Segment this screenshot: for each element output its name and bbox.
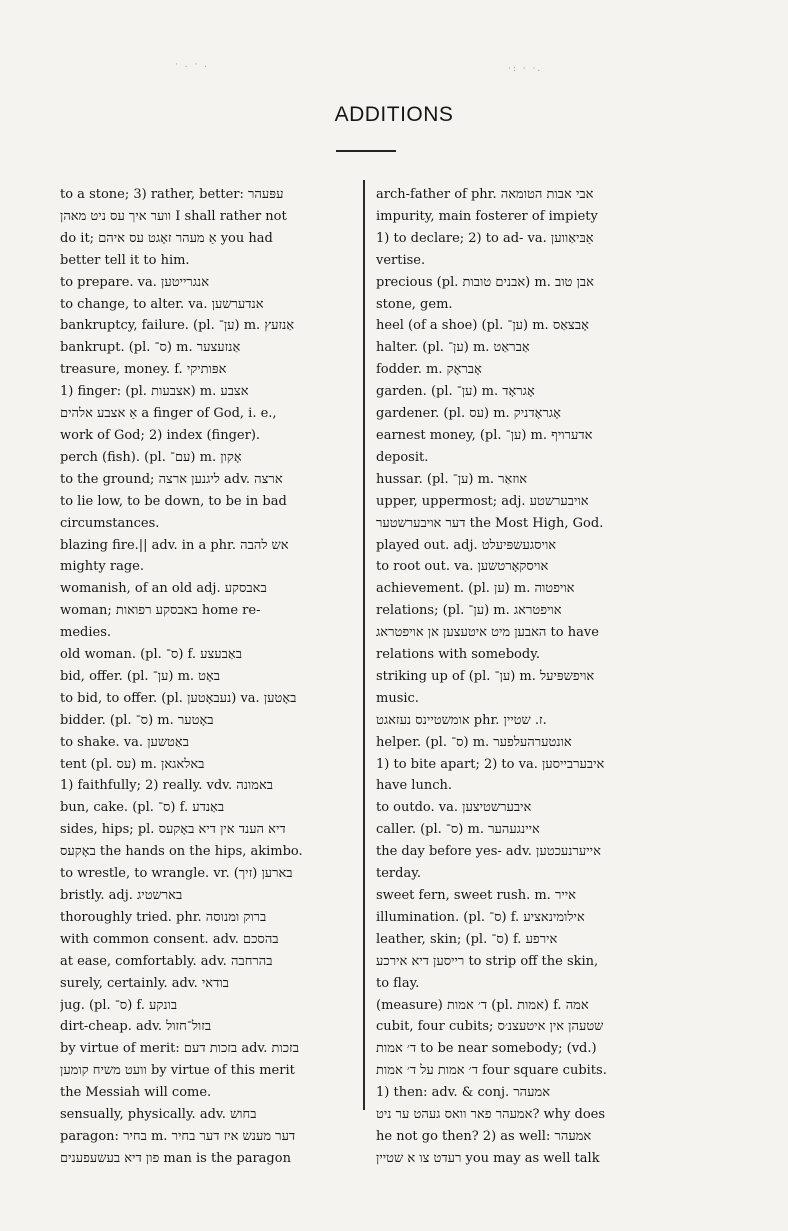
dictionary-line: do it; אַ מעהר זאָגט עס איהם you had xyxy=(60,230,273,246)
dictionary-line: leather, skin; (pl. ס־) f. אירפע xyxy=(376,931,558,947)
dictionary-line: 1) finger: (pl. אצבעות) m. אצבע xyxy=(60,384,249,400)
dictionary-line: stone, gem. xyxy=(376,296,453,312)
column-divider xyxy=(363,180,365,1110)
dictionary-line: caller. (pl. ס־) m. איינגעהער xyxy=(376,822,540,838)
dictionary-line: to change, to alter. va. אנדערשען xyxy=(60,296,264,312)
dictionary-line: ד׳ אמות על ד׳ אמות four square cubits. xyxy=(376,1063,607,1079)
speck-top-left: · . · . xyxy=(175,60,210,70)
dictionary-line: to flay. xyxy=(376,975,420,991)
dictionary-line: to outdo. va. איבערשטיצען xyxy=(376,800,532,816)
dictionary-line: have lunch. xyxy=(376,778,452,794)
speck-top-right: ·: · ·. xyxy=(508,64,543,74)
dictionary-line: 1) then: adv. & conj. אמעהר xyxy=(376,1085,551,1101)
dictionary-line: gardener. (pl. עס) m. אָגראָדניק xyxy=(376,406,561,422)
dictionary-line: 1) to declare; 2) to ad- va. אַבּיאַווען xyxy=(376,230,594,246)
dictionary-line: relations with somebody. xyxy=(376,647,540,663)
dictionary-line: treasure, money. f. אפּותיקי xyxy=(60,362,227,378)
dictionary-line: ד׳ אמות to be near somebody; (vd.) xyxy=(376,1041,597,1057)
dictionary-line: bid, offer. (pl. ען־) m. באָט xyxy=(60,668,221,684)
dictionary-line: to prepare. va. אנגרייטען xyxy=(60,274,210,290)
dictionary-line: halter. (pl. ען־) m. אַבראַט xyxy=(376,340,530,356)
left-column xyxy=(60,184,347,1170)
dictionary-line: precious (pl. אבנים טובות) m. אבן טוב xyxy=(376,274,594,290)
title-rule xyxy=(336,150,396,152)
dictionary-line: to lie low, to be down, to be in bad xyxy=(60,493,287,509)
dictionary-line: thoroughly tried. phr. ברוק ומנוסה xyxy=(60,909,267,925)
dictionary-line: אמעהר פאר וואס געהט ער ניט? why does xyxy=(376,1107,606,1123)
dictionary-line: surely, certainly. adv. בודאי xyxy=(60,975,229,991)
dictionary-line: terday. xyxy=(376,866,421,882)
dictionary-line: perch (fish). (pl. עם־) m. אָקון xyxy=(60,449,242,465)
dictionary-line: woman; באבסקע רפואות home re- xyxy=(60,603,261,619)
dictionary-line: blazing fire.|| adv. in a phr. אש להבה xyxy=(60,537,289,553)
dictionary-line: work of God; 2) index (finger). xyxy=(60,427,261,443)
dictionary-line: פון דיא בעשעפענים man is the paragon xyxy=(60,1150,291,1166)
dictionary-line: to root out. va. אויסקאָרטשען xyxy=(376,559,549,575)
dictionary-line: 1) faithfully; 2) really. vdv. באמונה xyxy=(60,778,274,794)
dictionary-line: dirt-cheap. adv. בזול־חזול xyxy=(60,1019,212,1035)
dictionary-line: the Messiah will come. xyxy=(60,1085,212,1101)
dictionary-line: the day before yes- adv. אייערנעכטען xyxy=(376,844,601,860)
dictionary-line: played out. adj. אויסגעשפּיעלט xyxy=(376,537,557,553)
dictionary-line: earnest money, (pl. ען־) m. אדערויף xyxy=(376,427,593,443)
dictionary-line: garden. (pl. ען־) m. אָגראָד xyxy=(376,384,535,400)
dictionary-line: achievement. (pl. ען) m. אויפטוה xyxy=(376,581,575,597)
dictionary-line: 1) to bite apart; 2) to va. איבערבייסען xyxy=(376,756,605,772)
dictionary-line: אַ אצבע אלהים a finger of God, i. e., xyxy=(60,406,277,422)
dictionary-line: old woman. (pl. ס־) f. באַבעצע xyxy=(60,647,242,663)
dictionary-line: tent (pl. עס) m. באלאגאן xyxy=(60,756,205,772)
dictionary-line: he not go then? 2) as well: אמעהר xyxy=(376,1128,592,1144)
dictionary-line: דער אויבערשטער the Most High, God. xyxy=(376,515,604,531)
dictionary-line: striking up of (pl. ען־) m. אויפשפּיעל xyxy=(376,668,595,684)
dictionary-line: fodder. m. אָבראָק xyxy=(376,362,482,378)
dictionary-line: with common consent. adv. בהסכם xyxy=(60,931,279,947)
dictionary-line: sensually, physically. adv. בחוש xyxy=(60,1107,257,1123)
dictionary-line: relations; (pl. ען־) m. אויפטראג xyxy=(376,603,562,619)
dictionary-line: bankruptcy, failure. (pl. ען־) m. אַנזעץ xyxy=(60,318,295,334)
dictionary-line: cubit, four cubits; שטעהן אין איטעצנ׳ס xyxy=(376,1019,604,1035)
dictionary-line: to a stone; 3) rather, better: עפּעהר xyxy=(60,187,284,202)
dictionary-line: music. xyxy=(376,690,419,706)
dictionary-line: האבען מיט איטעצען אן אויפטראג to have xyxy=(376,625,599,641)
dictionary-line: mighty rage. xyxy=(60,559,144,575)
dictionary-line: womanish, of an old adj. באבסקע xyxy=(60,581,267,597)
dictionary-line: bristly. adj. בארשטיג xyxy=(60,888,183,903)
dictionary-line: bankrupt. (pl. ס־) m. אַנזעצער xyxy=(60,340,241,356)
dictionary-line: to wrestle, to wrangle. vr. (זיך) בארען xyxy=(60,866,293,882)
dictionary-line: at ease, comfortably. adv. בהרחבה xyxy=(60,953,273,969)
dictionary-line: medies. xyxy=(60,625,111,641)
page-title: ADDITIONS xyxy=(334,103,454,126)
dictionary-line: to shake. va. באַטשען xyxy=(60,734,189,750)
dictionary-line: רעדט צו א שטיין you may as well talk xyxy=(376,1150,600,1166)
dictionary-line: jug. (pl. ס־) f. בונקע xyxy=(60,997,178,1013)
dictionary-line: רייסען דיא אירכע to strip off the skin, xyxy=(376,953,599,969)
dictionary-line: impurity, main fosterer of impiety xyxy=(376,208,598,224)
dictionary-line: heel (of a shoe) (pl. ען־) m. אָבצאַס xyxy=(376,318,589,334)
dictionary-line: illumination. (pl. ס־) f. אילומינאציע xyxy=(376,909,585,925)
dictionary-line: to bid, to offer. (pl. נעבאָטען) va. באָטען xyxy=(60,690,297,706)
dictionary-line: sides, hips; pl. דיא הענד אין דיא באָקעס xyxy=(60,822,286,838)
dictionary-line: ווער איך עס ניט מאהן I shall rather not xyxy=(60,208,287,224)
dictionary-line: bun, cake. (pl. ס־) f. באַנדע xyxy=(60,800,225,816)
dictionary-line: deposit. xyxy=(376,449,429,465)
dictionary-line: helper. (pl. ס־) m. אונטערהעלפער xyxy=(376,734,572,750)
dictionary-line: by virtue of merit: בזכות דעם adv. בזכות xyxy=(60,1041,299,1057)
dictionary-line: (measure) ד׳ אמות (pl. אמות) f. אמה xyxy=(376,997,589,1013)
dictionary-line: hussar. (pl. ען־) m. אוזאַר xyxy=(376,471,528,487)
dictionary-line: to the ground; ליגנען ארצה adv. ארצה xyxy=(60,471,283,487)
dictionary-line: וועט משיח קומען by virtue of this merit xyxy=(60,1063,295,1079)
dictionary-line: arch-father of phr. אבי אבות הטומאה xyxy=(376,187,594,202)
dictionary-line: better tell it to him. xyxy=(60,252,190,268)
dictionary-line: vertise. xyxy=(376,252,426,268)
dictionary-line: אומשטיינס נעזאגט phr. ז. שטיין. xyxy=(376,712,547,728)
dictionary-line: sweet fern, sweet rush. m. אייר xyxy=(376,888,576,903)
dictionary-line: upper, uppermost; adj. אויבערשטע xyxy=(376,493,589,509)
dictionary-line: באָקעס the hands on the hips, akimbo. xyxy=(60,844,303,860)
dictionary-line: circumstances. xyxy=(60,515,160,531)
right-column xyxy=(376,184,652,1170)
dictionary-line: bidder. (pl. ס־) m. באָטער xyxy=(60,712,214,728)
dictionary-line: paragon: בחיר m. דער מענש איז דער בחיר xyxy=(60,1128,296,1144)
